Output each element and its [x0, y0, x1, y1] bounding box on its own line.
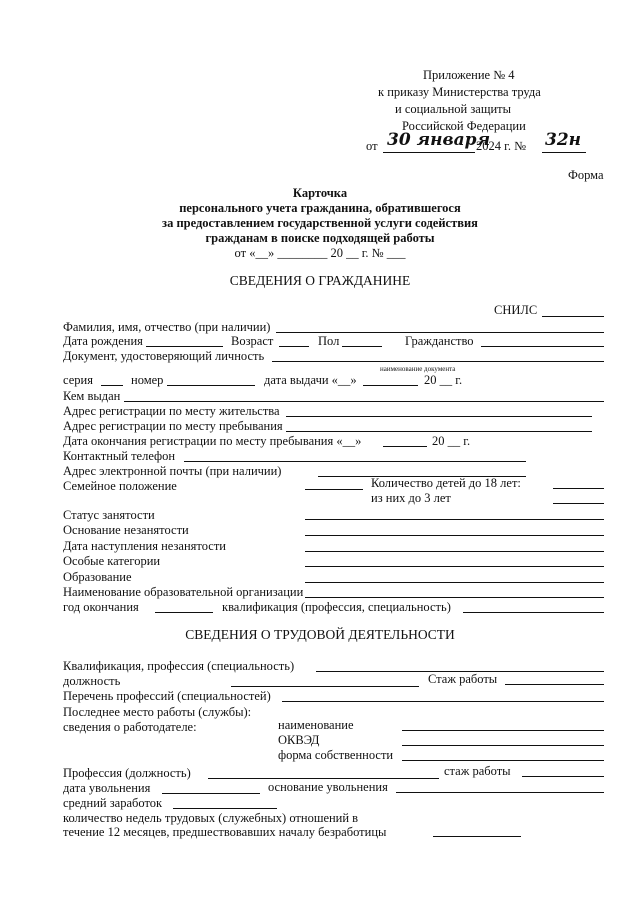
appendix-line-4: Российской Федерации: [402, 119, 526, 133]
issue-date-label: дата выдачи «__»: [264, 373, 357, 387]
family-status-field[interactable]: [305, 489, 363, 490]
issued-by-label: Кем выдан: [63, 389, 121, 403]
qualification-label: квалификация (профессия, специальность): [222, 600, 451, 614]
weeks-label-2: течение 12 месяцев, предшествовавших началу безработицы: [63, 825, 387, 839]
section-heading-work: СВЕДЕНИЯ О ТРУДОВОЙ ДЕЯТЕЛЬНОСТИ: [185, 627, 455, 642]
section-heading-citizen: СВЕДЕНИЯ О ГРАЖДАНИНЕ: [229, 273, 411, 288]
position-field[interactable]: [231, 686, 419, 687]
card-title-2: персонального учета гражданина, обратившегося: [179, 201, 461, 215]
ownership-field[interactable]: [402, 760, 604, 761]
series-label: серия: [63, 373, 93, 387]
children-under3-label: из них до 3 лет: [371, 491, 451, 505]
children-label: Количество детей до 18 лет:: [371, 476, 521, 490]
profession-list-field[interactable]: [282, 701, 604, 702]
order-date-suffix: 2024 г. №: [476, 139, 527, 153]
appendix-line-1: Приложение № 4: [423, 68, 515, 82]
last-job-label: Последнее место работы (службы):: [63, 705, 252, 719]
unemployment-date-field[interactable]: [305, 551, 604, 552]
issue-date-field[interactable]: [363, 385, 418, 386]
email-label: Адрес электронной почты (при наличии): [63, 464, 282, 478]
unemployment-reason-label: Основание незанятости: [63, 523, 189, 537]
dismissal-reason-field[interactable]: [396, 792, 604, 793]
dob-label: Дата рождения: [63, 334, 143, 348]
document-hint: наименование документа: [380, 365, 456, 373]
children-field[interactable]: [553, 488, 604, 489]
issue-year-label: 20 __ г.: [424, 373, 463, 387]
children-under3-field[interactable]: [553, 503, 604, 504]
unemployment-reason-field[interactable]: [305, 535, 604, 536]
weeks-field[interactable]: [433, 836, 521, 837]
card-title-4: гражданам в поиске подходящей работы: [205, 231, 435, 245]
education-label: Образование: [63, 570, 132, 584]
residence-address-label: Адрес регистрации по месту жительства: [63, 404, 280, 418]
edu-org-label: Наименование образовательной организации: [63, 585, 304, 599]
avg-salary-field[interactable]: [173, 808, 277, 809]
appendix-line-2: к приказу Министерства труда: [378, 85, 541, 99]
card-title-3: за предоставлением государственной услуги содействия: [162, 216, 478, 230]
dismissal-date-field[interactable]: [162, 793, 260, 794]
phone-label: Контактный телефон: [63, 449, 176, 463]
qualification-field[interactable]: [463, 612, 604, 613]
id-document-label: Документ, удостоверяющий личность: [63, 349, 265, 363]
phone-field[interactable]: [184, 461, 526, 462]
employer-info-label: сведения о работодателе:: [63, 720, 197, 734]
profession-list-label: Перечень профессий (специальностей): [63, 689, 271, 703]
employer-name-field[interactable]: [402, 730, 604, 731]
work-qualification-label: Квалификация, профессия (специальность): [63, 659, 295, 673]
experience2-label: стаж работы: [444, 764, 511, 778]
graduation-year-label: год окончания: [63, 600, 139, 614]
sex-field[interactable]: [342, 346, 382, 347]
unemployment-date-label: Дата наступления незанятости: [63, 539, 226, 553]
age-label: Возраст: [231, 334, 274, 348]
edu-org-field[interactable]: [305, 597, 604, 598]
order-date-prefix: от: [366, 139, 378, 153]
special-categories-field[interactable]: [305, 566, 604, 567]
snils-label: СНИЛС: [494, 303, 538, 317]
education-field[interactable]: [305, 582, 604, 583]
series-field[interactable]: [101, 385, 123, 386]
weeks-label-1: количество недель трудовых (служебных) отношений в: [63, 811, 359, 825]
citizenship-field[interactable]: [481, 346, 604, 347]
card-title: Карточка: [292, 186, 348, 200]
okved-label: ОКВЭД: [278, 733, 320, 747]
stay-end-year-label: 20 __ г.: [432, 434, 471, 448]
employment-status-field[interactable]: [305, 519, 604, 520]
experience2-field[interactable]: [522, 776, 604, 777]
profession-field[interactable]: [208, 778, 439, 779]
graduation-year-field[interactable]: [155, 612, 213, 613]
number-label: номер: [131, 373, 164, 387]
position-label: должность: [63, 674, 121, 688]
employer-name-label: наименование: [278, 718, 354, 732]
sex-label: Пол: [318, 334, 340, 348]
ownership-label: форма собственности: [278, 748, 394, 762]
appendix-line-3: и социальной защиты: [395, 102, 512, 116]
residence-address-field[interactable]: [286, 416, 592, 417]
citizenship-label: Гражданство: [405, 334, 474, 348]
stay-end-field[interactable]: [383, 446, 427, 447]
experience-label: Стаж работы: [428, 672, 498, 686]
number-field[interactable]: [167, 385, 255, 386]
special-categories-label: Особые категории: [63, 554, 161, 568]
stay-end-label: Дата окончания регистрации по месту пребывания «__»: [63, 434, 362, 448]
order-date-handwritten: 30 января: [387, 130, 491, 150]
fio-field[interactable]: [276, 332, 604, 333]
family-status-label: Семейное положение: [63, 479, 177, 493]
dismissal-reason-label: основание увольнения: [268, 780, 388, 794]
stay-address-label: Адрес регистрации по месту пребывания: [63, 419, 283, 433]
dob-field[interactable]: [146, 346, 223, 347]
card-date-line: от «__» ________ 20 __ г. № ___: [234, 246, 406, 260]
dismissal-date-label: дата увольнения: [63, 781, 151, 795]
employment-status-label: Статус занятости: [63, 508, 155, 522]
profession-label: Профессия (должность): [63, 766, 191, 780]
order-number-handwritten: 32н: [545, 130, 582, 150]
stay-address-field[interactable]: [286, 431, 592, 432]
age-field[interactable]: [279, 346, 309, 347]
fio-label: Фамилия, имя, отчество (при наличии): [63, 320, 271, 334]
avg-salary-label: средний заработок: [63, 796, 163, 810]
okved-field[interactable]: [402, 745, 604, 746]
snils-field[interactable]: [542, 316, 604, 317]
experience-field[interactable]: [505, 684, 604, 685]
issued-by-field[interactable]: [124, 401, 604, 402]
form-label: Форма: [568, 168, 604, 182]
